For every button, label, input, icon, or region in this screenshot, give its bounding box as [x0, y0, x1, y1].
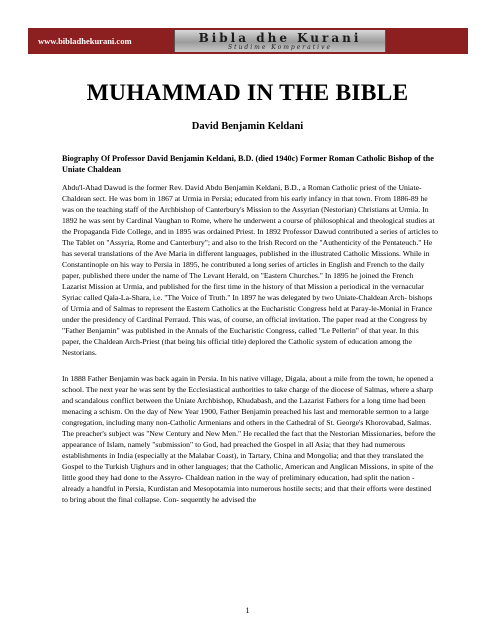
logo-title: Bibla dhe Kurani [198, 30, 362, 45]
banner-fill [386, 28, 468, 54]
logo-subtitle: Studime Komperative [227, 43, 333, 51]
body-paragraph-2: In 1888 Father Benjamin was back again in Persia. In his native village, Digala, about a mile from the town, he opened a school. The next year he was sent by the Ecclesiastical authorities to take charge of the diocese of Salmas, where a sharp and scandalous conflict between the Uniate Archbishop, Khudabash, and the Lazarist Fathers for a long time had been menacing a schism. On the day of New Year 1900, Father Benjamin preached his last and memorable sermon to a large congregation, including many non-Catholic Armenians and others in the Cathedral of St. George's Khorovabad, Salmas. The preacher's subject was "New Century and New Men." He recalled the fact that the Nestorian Missionaries, before the appearance of Islam, namely "submission" to God, had preached the Gospel in all Asia; that they had numerous establishments in India (especially at the Malabar Coast), in Tartary, China and Mongolia; and that they translated the Gospel to the Turkish Uighurs and in other languages; that the Catholic, American and Anglican Missions, in spite of the little good they had done to the Assyro- Chaldean nation in the way of preliminary education, had split the nation - already a handful in Persia, Kurdistan and Mesopotamia into numerous hostile sects; and that their efforts were destined to bring about the final collapse. Con- sequently he advised the [62, 374, 436, 504]
document-title: MUHAMMAD IN THE BIBLE [86, 80, 409, 106]
site-logo[interactable] [174, 30, 386, 52]
site-url-link[interactable]: www.bibladhekurani.com [38, 36, 132, 46]
document-author: David Benjamin Keldani [191, 121, 304, 132]
biography-heading: Biography Of Professor David Benjamin Keldani, B.D. (died 1940c) Former Roman Catholic Bishop of the Uniate Chaldean [62, 154, 434, 174]
site-banner[interactable] [28, 28, 468, 54]
page-number: 1 [245, 606, 250, 615]
body-paragraph-1: Abdu'l-Ahad Dawud is the former Rev. David Abdu Benjamin Keldani, B.D., a Roman Catholic priest of the Uniate-Chaldean sect. He was born in 1867 at Urmia in Persia; educated from his early infancy in that town. From 1886-89 he was on the teaching staff of the Archbishop of Canterbury's Mission to the Assyrian (Nestorian) Christians at Urmia. In 1892 he was sent by Cardinal Vaughan to Rome, where he underwent a course of philosophical and theological studies at the Propaganda Fide College, and in 1895 was ordained Priest. In 1892 Professor Dawud contributed a series of articles to The Tablet on "Assyria, Rome and Canterbury"; and also to the Irish Record on the "Authenticity of the Pentateuch." He has several translations of the Ave Maria in different languages, published in the illustrated Catholic Missions. While in Constantinople on his way to Persia in 1895, he contributed a long series of articles in English and French to the daily paper, published there under the name of The Levant Herald, on "Eastern Churches." In 1895 he joined the French Lazarist Mission at Urmia, and published for the first time in the history of that Mission a periodical in the vernacular Syriac called Qala-La-Shara, i.e. "The Voice of Truth." In 1897 he was delegated by two Uniate-Chaldean Arch- bishops of Urmia and of Salmas to represent the Eastern Catholics at the Eucharistic Congress held at Paray-le-Monial in France under the presidency of Cardinal Perraud. This was, of course, an official invitation. The paper read at the Congress by "Father Benjamin" was published in the Annals of the Eucharistic Congress, called "Le Pellerin" of that year. In this paper, the Chaldean Arch-Priest (that being his official title) deplored the Catholic system of education among the Nestorians. [62, 183, 438, 357]
